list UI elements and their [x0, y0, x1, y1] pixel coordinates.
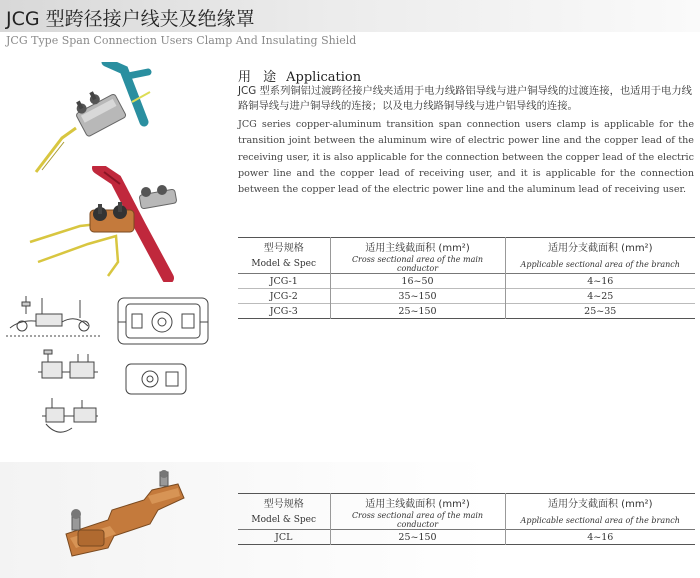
col-branch-zh: 适用分支截面积 (mm²) [505, 494, 695, 512]
col-main-en: Cross sectional area of the main conductor [330, 511, 505, 530]
col-branch-en: Applicable sectional area of the branch [505, 255, 695, 274]
col-model-zh: 型号规格 [263, 243, 304, 254]
table-row [238, 274, 695, 289]
cell-model: JCG-1 [269, 275, 298, 287]
cell-branch: 25~35 [505, 304, 695, 319]
clamp-photo-blue [32, 62, 152, 174]
clamp-photo-red [28, 166, 193, 282]
clamp-drawings [2, 292, 210, 448]
page-subtitle: JCG Type Span Connection Users Clamp And Insulating Shield [6, 34, 357, 47]
col-model-en: Model & Spec [251, 259, 317, 269]
application-text-zh: JCG 型系列铜铝过渡跨径接户线夹适用于电力线路铝导线与进户铜导线的过渡连接，也适用于电力线路铜导线与进户铜导线的连接；以及电力线路铜导线与进户铝导线的连接。 [238, 85, 692, 112]
table-header-row [238, 494, 695, 512]
cell-main: 16~50 [330, 274, 505, 289]
page-title: JCG 型跨径接户线夹及绝缘罩 [6, 8, 255, 30]
jcl-clamp-photo [60, 470, 190, 564]
col-main-zh: 适用主线截面积 (mm²) [330, 494, 505, 512]
table-header-row-en [238, 511, 695, 530]
table-row [238, 304, 695, 319]
cell-branch: 4~25 [505, 289, 695, 304]
cell-branch: 4~16 [505, 530, 695, 545]
col-branch-zh: 适用分支截面积 (mm²) [505, 238, 695, 256]
cell-branch: 4~16 [505, 274, 695, 289]
application-heading-zh: 用 途 [238, 70, 281, 85]
application-heading [238, 66, 361, 85]
col-model-zh: 型号规格 [263, 499, 304, 510]
application-text-en: JCG series copper-aluminum transition span connection users clamp is applicable for the transition joint between the aluminum wire of electric power line and the copper lead of the receiving user, it is also applicable for the connection between the copper lead of the electric power line and the copper lead of receiving user, and it is applicable for the connection between the copper lead of the electric power line and the aluminum lead of receiving user. [238, 119, 694, 196]
page-header [0, 0, 700, 50]
cell-main: 35~150 [330, 289, 505, 304]
cell-main: 25~150 [330, 304, 505, 319]
col-main-en: Cross sectional area of the main conductor [330, 255, 505, 274]
jcl-spec-table [238, 493, 695, 545]
col-main-zh: 适用主线截面积 (mm²) [330, 238, 505, 256]
cell-model: JCG-2 [269, 290, 298, 302]
cell-model: JCG-3 [269, 305, 298, 317]
col-branch-en: Applicable sectional area of the branch [505, 511, 695, 530]
cell-model: JCL [275, 531, 293, 543]
col-model-en: Model & Spec [251, 515, 317, 525]
jcg-spec-table [238, 237, 695, 319]
table-header-row [238, 238, 695, 256]
table-row [238, 530, 695, 545]
application-heading-en: Application [286, 70, 362, 85]
table-row [238, 289, 695, 304]
table-header-row-en [238, 255, 695, 274]
cell-main: 25~150 [330, 530, 505, 545]
